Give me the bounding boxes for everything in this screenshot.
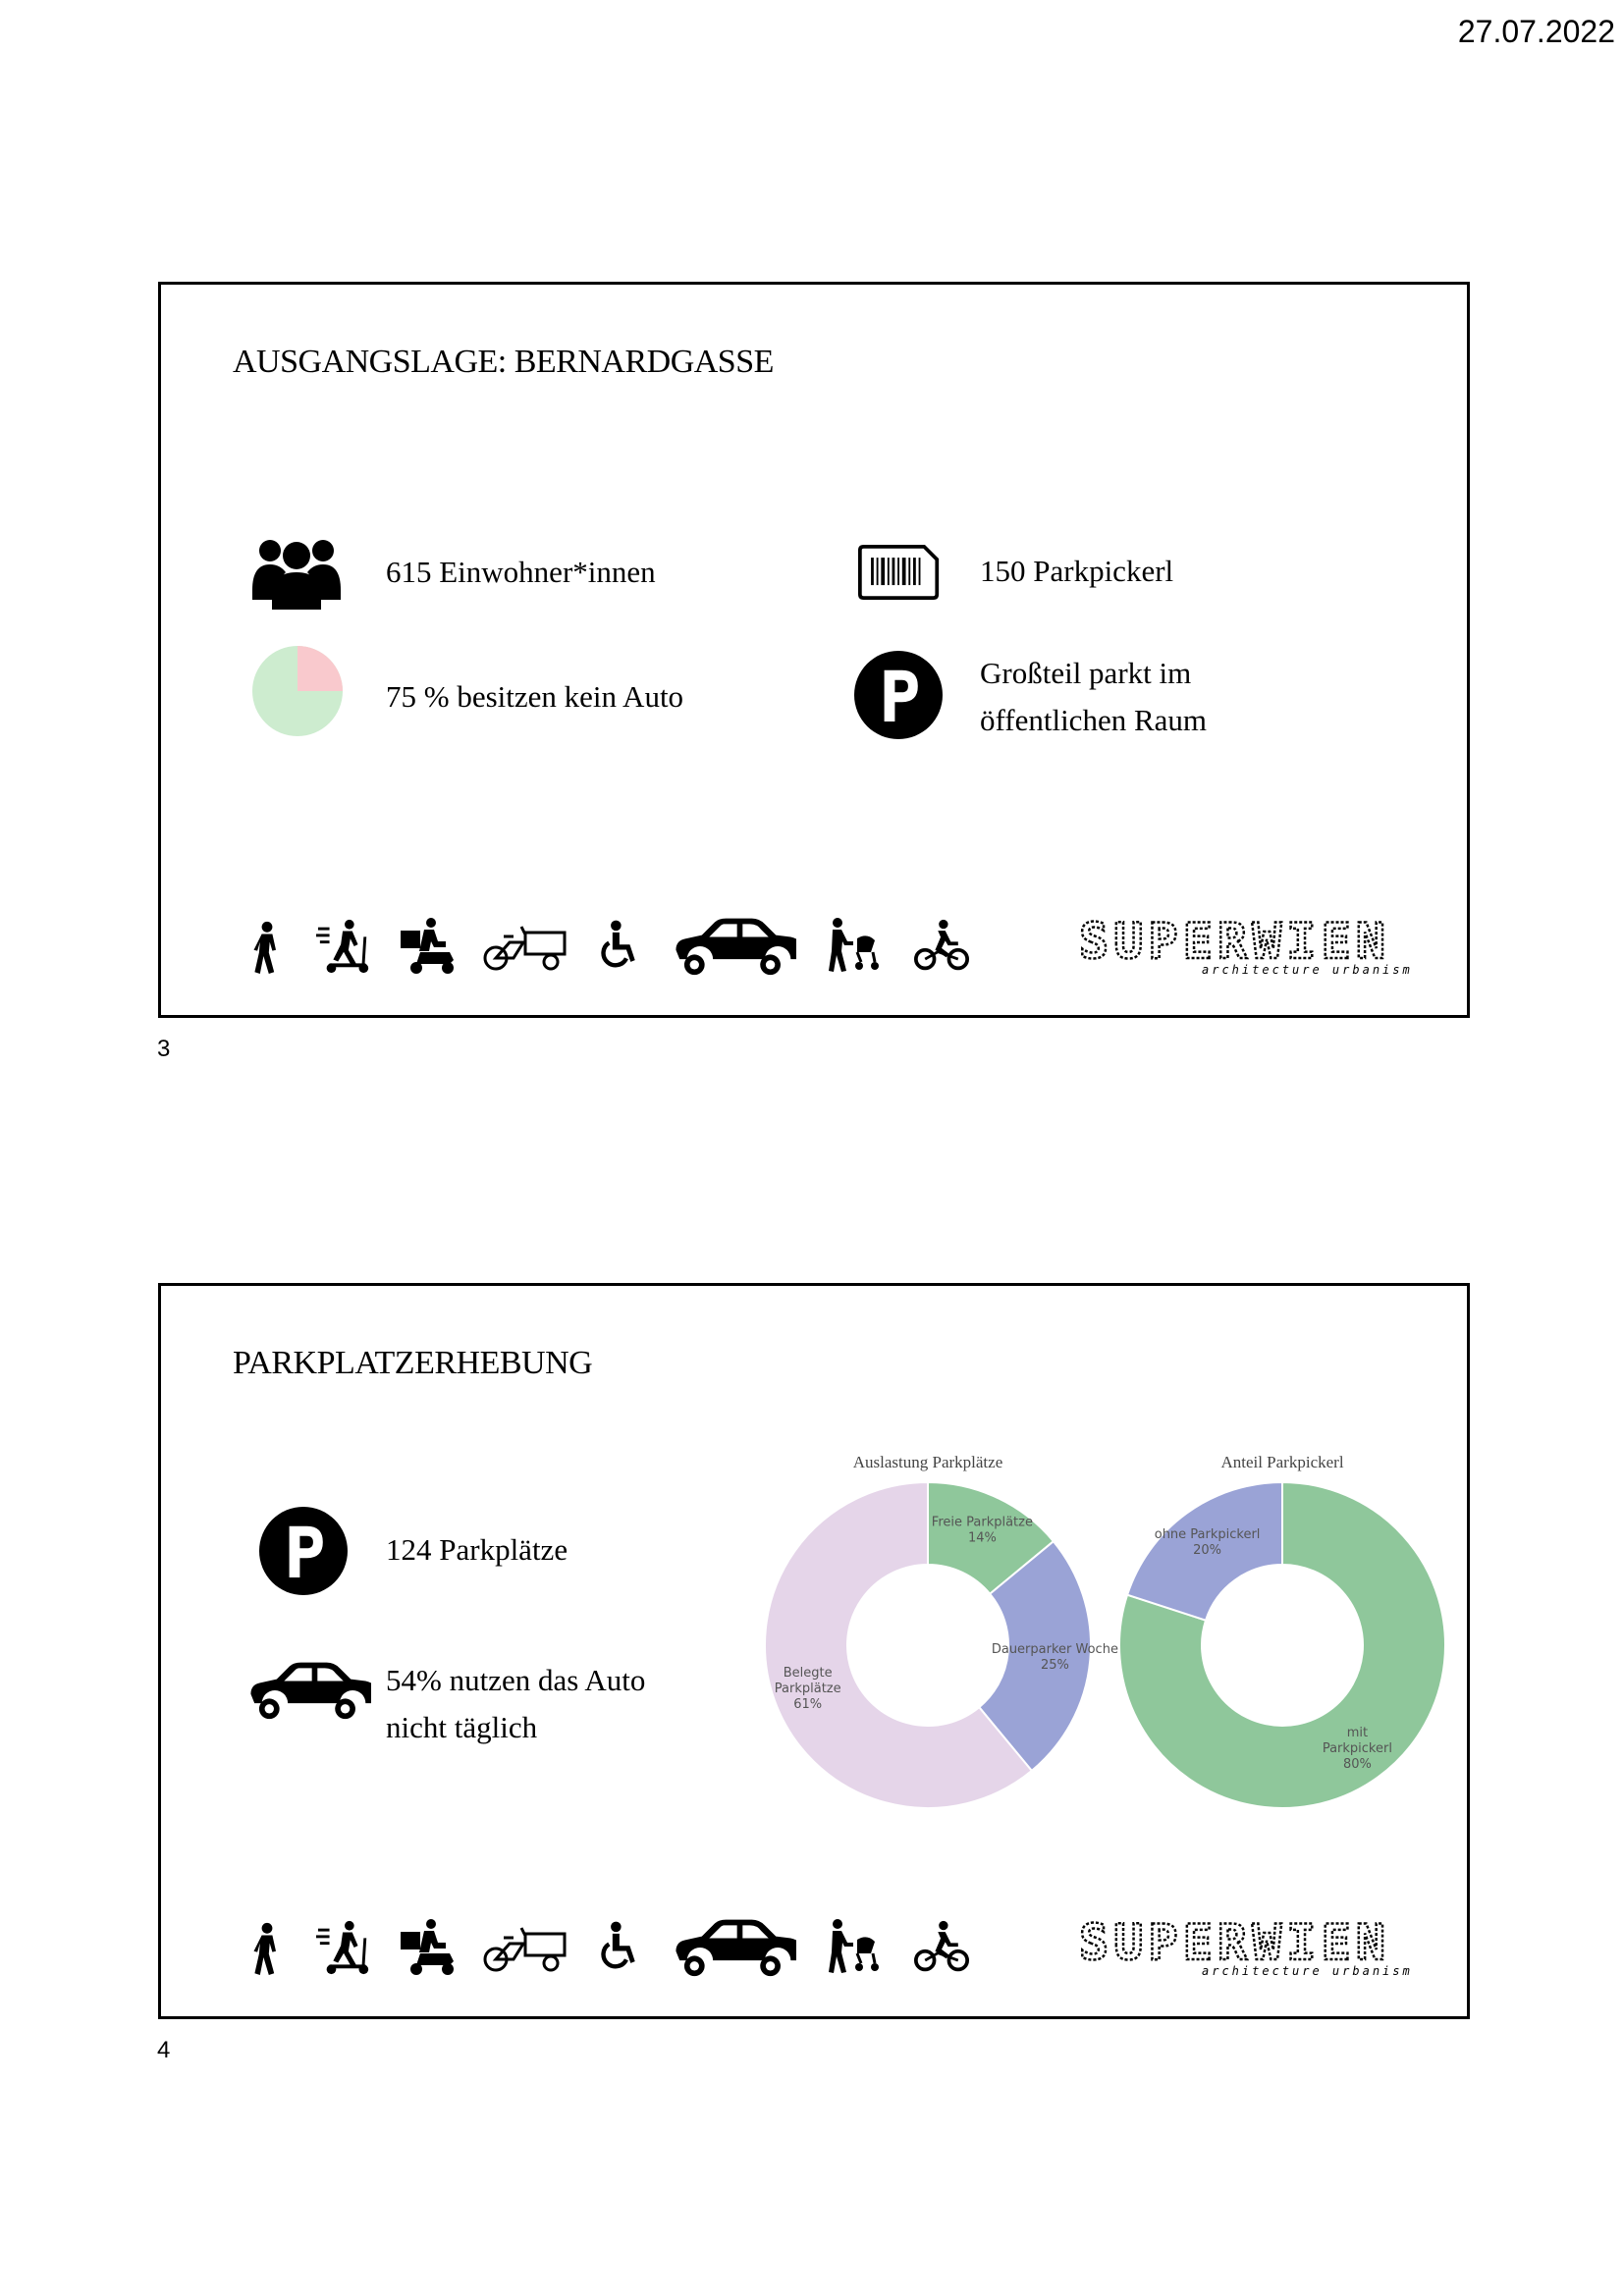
- svg-text:architecture urbanism: architecture urbanism: [1202, 1964, 1413, 1978]
- mobility-icon-row: [249, 913, 976, 982]
- stroller-icon: [823, 917, 884, 976]
- donut-slice-label: Freie Parkplätze 14%: [931, 1515, 1033, 1546]
- svg-text:architecture urbanism: architecture urbanism: [1202, 963, 1413, 977]
- car-usage-text: [386, 1657, 645, 1751]
- superwien-logo: [1079, 1914, 1413, 1979]
- car-icon: [667, 913, 796, 978]
- wheelchair-icon: [597, 1920, 640, 1975]
- cyclist-icon: [913, 919, 970, 974]
- superwien-logo: [1079, 913, 1413, 978]
- parking-ticket-icon: [858, 542, 941, 603]
- slide-number: 3: [157, 1036, 171, 1062]
- page-date: 27.07.2022: [1457, 14, 1615, 49]
- chart-title: Anteil Parkpickerl: [1220, 1453, 1344, 1471]
- pie-chart-icon: [252, 646, 343, 736]
- mobility-icon-row: [249, 1914, 976, 1983]
- pedestrian-icon: [249, 1922, 285, 1975]
- chart-parkpickerl: [1115, 1453, 1449, 1816]
- car-usage-line-2: nicht täglich: [386, 1710, 538, 1744]
- delivery-scooter-icon: [398, 1918, 459, 1977]
- donut-chart: [761, 1478, 1118, 1812]
- parking-spaces-text: 124 Parkplätze: [386, 1532, 568, 1567]
- public-parking-text: [980, 650, 1207, 744]
- donut-chart: [1115, 1478, 1449, 1812]
- slide-number: 4: [157, 2037, 171, 2063]
- car-usage-line-1: 54% nutzen das Auto: [386, 1663, 646, 1697]
- chart-auslastung: [761, 1453, 1118, 1816]
- cargo-bike-icon: [482, 923, 570, 972]
- residents-text: 615 Einwohner*innen: [386, 555, 656, 589]
- delivery-scooter-icon: [398, 917, 459, 976]
- cyclist-icon: [913, 1920, 970, 1975]
- donut-slice-label: mit Parkpickerl 80%: [1322, 1726, 1392, 1773]
- donut-slice-label: ohne Parkpickerl 20%: [1154, 1526, 1261, 1558]
- slide-title: AUSGANGSLAGE: BERNARDGASSE: [233, 344, 774, 380]
- e-scooter-icon: [316, 1918, 373, 1977]
- car-icon: [242, 1657, 371, 1722]
- slide-title: PARKPLATZERHEBUNG: [233, 1345, 593, 1381]
- slide-ausgangslage: [158, 282, 1470, 1018]
- svg-text:SUPERWIEN: SUPERWIEN: [1079, 913, 1381, 970]
- no-car-text: 75 % besitzen kein Auto: [386, 679, 684, 714]
- parking-icon: [259, 1507, 348, 1595]
- parking-icon: [854, 651, 943, 739]
- svg-text:SUPERWIEN: SUPERWIEN: [1079, 1914, 1381, 1971]
- stroller-icon: [823, 1918, 884, 1977]
- donut-slice-label: Dauerparker Woche 25%: [991, 1642, 1118, 1674]
- parking-permits-text: 150 Parkpickerl: [980, 554, 1174, 588]
- people-group-icon: [252, 536, 341, 610]
- wheelchair-icon: [597, 919, 640, 974]
- public-parking-line-2: öffentlichen Raum: [980, 703, 1208, 737]
- cargo-bike-icon: [482, 1924, 570, 1973]
- public-parking-line-1: Großteil parkt im: [980, 656, 1192, 690]
- car-icon: [667, 1914, 796, 1979]
- slide-parkplatzerhebung: [158, 1283, 1470, 2019]
- donut-slice-label: Belegte Parkplätze 61%: [774, 1666, 841, 1712]
- pedestrian-icon: [249, 921, 285, 974]
- e-scooter-icon: [316, 917, 373, 976]
- chart-title: Auslastung Parkplätze: [852, 1453, 1003, 1471]
